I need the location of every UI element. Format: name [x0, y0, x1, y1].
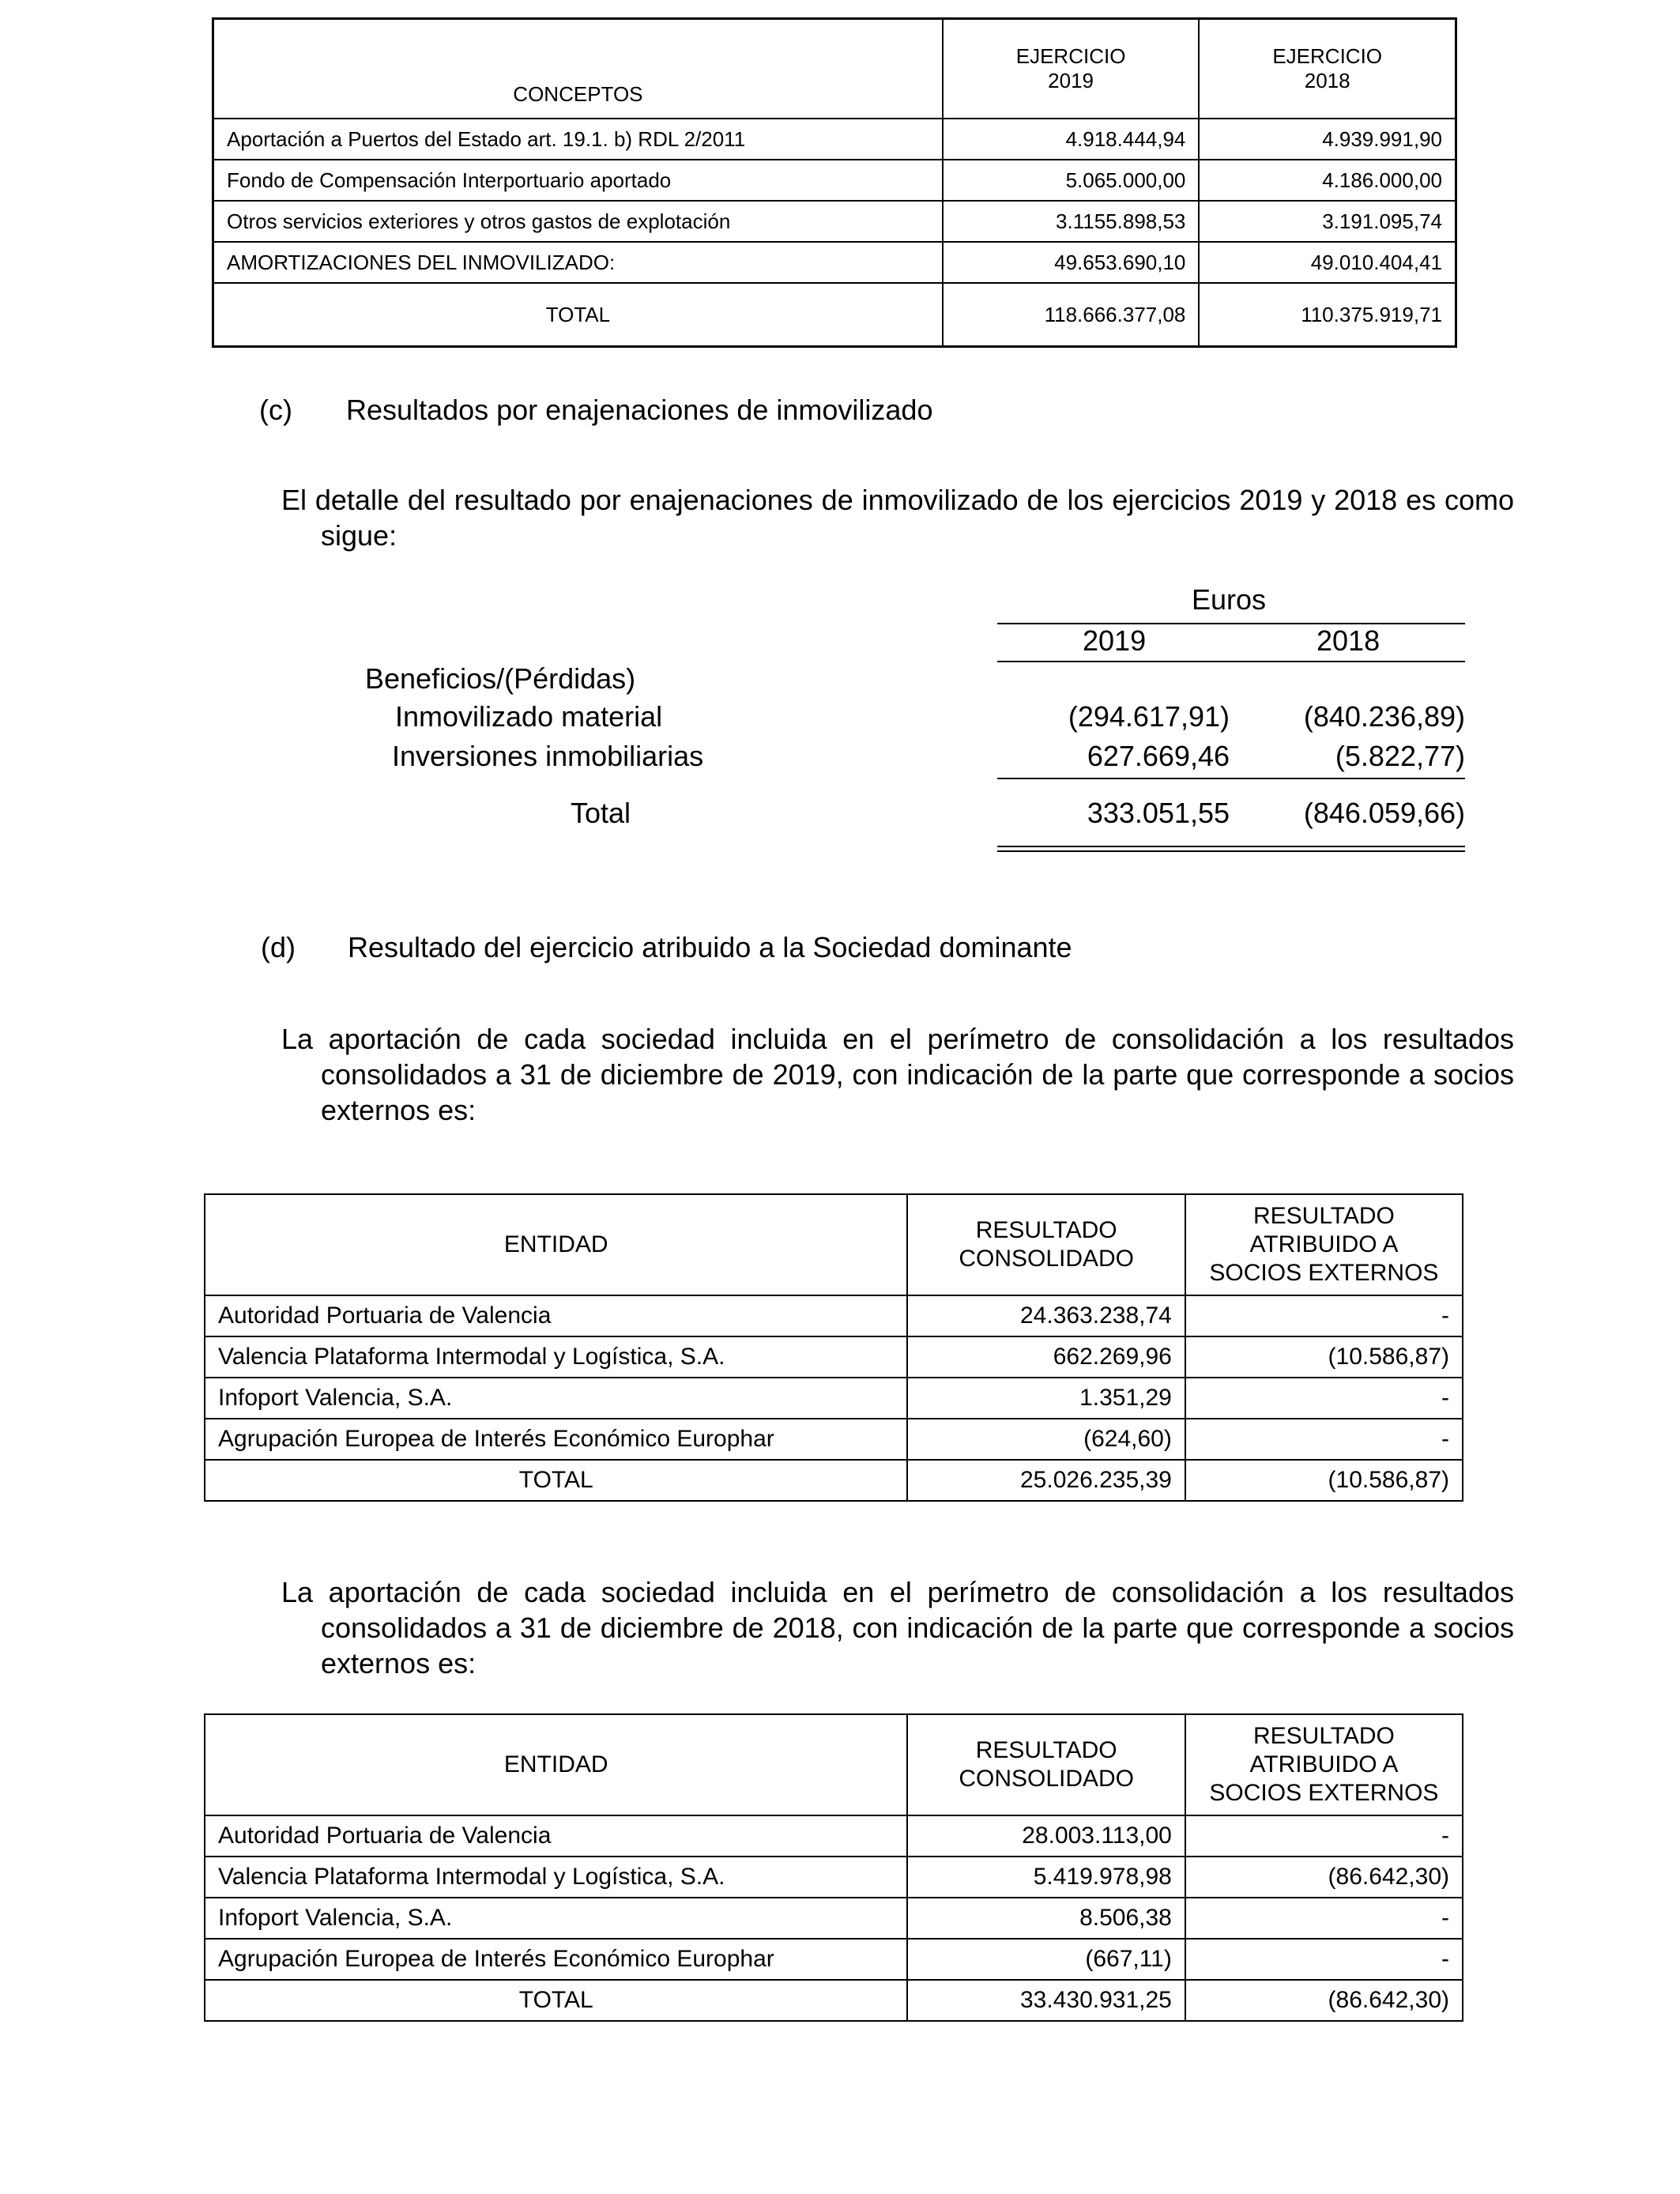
entity-name: Autoridad Portuaria de Valencia — [205, 1295, 907, 1336]
external-value: (10.586,87) — [1185, 1336, 1463, 1378]
header-resultado-consolidado: RESULTADO CONSOLIDADO — [907, 1714, 1185, 1815]
row-label: Inmovilizado material — [395, 700, 663, 733]
total-value-2019: 118.666.377,08 — [943, 283, 1200, 347]
results-2019-table — [204, 1193, 1463, 1502]
section-d-label: (d) — [261, 931, 296, 963]
row-value-2018: 3.191.095,74 — [1199, 201, 1456, 242]
total-external: (10.586,87) — [1185, 1460, 1463, 1501]
external-value: - — [1185, 1815, 1463, 1857]
consolidated-value: 662.269,96 — [907, 1336, 1185, 1378]
header-entidad: ENTIDAD — [205, 1194, 907, 1295]
consolidated-value: 28.003.113,00 — [907, 1815, 1185, 1857]
external-value: - — [1185, 1378, 1463, 1419]
consolidated-value: 5.419.978,98 — [907, 1857, 1185, 1898]
total-label: TOTAL — [213, 283, 943, 347]
row-value-2019: 3.1155.898,53 — [943, 201, 1200, 242]
divider — [997, 661, 1465, 662]
row-value-2019: 49.653.690,10 — [943, 242, 1200, 283]
total-value-2018: 110.375.919,71 — [1199, 283, 1456, 347]
consolidated-value: 1.351,29 — [907, 1378, 1185, 1419]
divider — [997, 778, 1465, 779]
entity-name: Agrupación Europea de Interés Económico Europhar — [205, 1419, 907, 1460]
row-value-2019: 4.918.444,94 — [943, 119, 1200, 160]
double-underline — [997, 846, 1465, 847]
header-socios-externos: RESULTADO ATRIBUIDO A SOCIOS EXTERNOS — [1185, 1714, 1463, 1815]
section-c-title: Resultados por enajenaciones de inmovilizado — [346, 394, 933, 426]
section-c-paragraph: El detalle del resultado por enajenaciones de inmovilizado de los ejercicios 2019 y 2018 es como sigue: — [281, 484, 1514, 552]
table-row — [205, 1419, 1463, 1460]
external-value: (86.642,30) — [1185, 1857, 1463, 1898]
row-value-2019: 5.065.000,00 — [943, 160, 1200, 201]
total-row — [205, 1460, 1463, 1501]
total-value-2019: 333.051,55 — [1087, 797, 1230, 829]
row-label: Otros servicios exteriores y otros gastos de explotación — [213, 201, 943, 242]
table-row — [205, 1857, 1463, 1898]
external-value: - — [1185, 1939, 1463, 1980]
section-d-paragraph-2019: La aportación de cada sociedad incluida en el perímetro de consolidación a los resultados consolidados a 31 de diciembre de 2019, con indicación de la parte que corresponde a socios externos es: — [281, 1023, 1514, 1126]
table-row — [213, 201, 1456, 242]
table-row — [205, 1295, 1463, 1336]
expenses-table — [212, 17, 1457, 348]
year-2018-header: 2018 — [1317, 624, 1381, 657]
row-label: Inversiones inmobiliarias — [392, 740, 704, 772]
external-value: - — [1185, 1898, 1463, 1939]
section-d-paragraph-2018: La aportación de cada sociedad incluida en el perímetro de consolidación a los resultados consolidados a 31 de diciembre de 2018, con indicación de la parte que corresponde a socios externos es: — [281, 1576, 1514, 1679]
section-c-label: (c) — [259, 394, 292, 426]
entity-name: Infoport Valencia, S.A. — [205, 1898, 907, 1939]
entity-name: Valencia Plataforma Intermodal y Logística, S.A. — [205, 1857, 907, 1898]
consolidated-value: (624,60) — [907, 1419, 1185, 1460]
table-row — [205, 1939, 1463, 1980]
double-underline — [997, 850, 1465, 852]
entity-name: Agrupación Europea de Interés Económico Europhar — [205, 1939, 907, 1980]
row-value-2018: (840.236,89) — [1303, 700, 1465, 733]
total-label: TOTAL — [205, 1460, 907, 1501]
header-conceptos: CONCEPTOS — [213, 19, 943, 119]
header-ejercicio-2019: EJERCICIO 2019 — [943, 19, 1200, 119]
consolidated-value: 8.506,38 — [907, 1898, 1185, 1939]
table-row — [213, 242, 1456, 283]
total-value-2018: (846.059,66) — [1303, 797, 1465, 829]
table-header-row — [213, 19, 1456, 119]
consolidated-value: (667,11) — [907, 1939, 1185, 1980]
table-row — [213, 119, 1456, 160]
row-label: AMORTIZACIONES DEL INMOVILIZADO: — [213, 242, 943, 283]
table-header-row — [205, 1194, 1463, 1295]
total-row — [213, 283, 1456, 347]
section-d-title: Resultado del ejercicio atribuido a la Sociedad dominante — [348, 931, 1072, 963]
external-value: - — [1185, 1295, 1463, 1336]
table-row — [205, 1815, 1463, 1857]
table-row — [213, 160, 1456, 201]
entity-name: Infoport Valencia, S.A. — [205, 1378, 907, 1419]
table-row — [205, 1898, 1463, 1939]
year-2019-header: 2019 — [1083, 624, 1147, 657]
row-value-2018: 4.939.991,90 — [1199, 119, 1456, 160]
currency-label: Euros — [1192, 583, 1267, 616]
row-label: Fondo de Compensación Interportuario aportado — [213, 160, 943, 201]
total-external: (86.642,30) — [1185, 1980, 1463, 2021]
external-value: - — [1185, 1419, 1463, 1460]
header-ejercicio-2018: EJERCICIO 2018 — [1199, 19, 1456, 119]
entity-name: Autoridad Portuaria de Valencia — [205, 1815, 907, 1857]
row-value-2018: 4.186.000,00 — [1199, 160, 1456, 201]
row-label: Aportación a Puertos del Estado art. 19.1. b) RDL 2/2011 — [213, 119, 943, 160]
row-value-2018: (5.822,77) — [1335, 740, 1465, 772]
row-value-2019: (294.617,91) — [1068, 700, 1230, 733]
results-2018-table — [204, 1713, 1463, 2022]
total-label: TOTAL — [205, 1980, 907, 2021]
row-value-2019: 627.669,46 — [1087, 740, 1230, 772]
row-value-2018: 49.010.404,41 — [1199, 242, 1456, 283]
group-label: Beneficios/(Pérdidas) — [365, 662, 636, 695]
header-socios-externos: RESULTADO ATRIBUIDO A SOCIOS EXTERNOS — [1185, 1194, 1463, 1295]
total-consolidated: 33.430.931,25 — [907, 1980, 1185, 2021]
total-row — [205, 1980, 1463, 2021]
total-consolidated: 25.026.235,39 — [907, 1460, 1185, 1501]
divider — [997, 623, 1465, 624]
table-row — [205, 1378, 1463, 1419]
consolidated-value: 24.363.238,74 — [907, 1295, 1185, 1336]
entity-name: Valencia Plataforma Intermodal y Logística, S.A. — [205, 1336, 907, 1378]
total-label: Total — [571, 797, 631, 829]
table-row — [205, 1336, 1463, 1378]
header-entidad: ENTIDAD — [205, 1714, 907, 1815]
header-resultado-consolidado: RESULTADO CONSOLIDADO — [907, 1194, 1185, 1295]
table-header-row — [205, 1714, 1463, 1815]
